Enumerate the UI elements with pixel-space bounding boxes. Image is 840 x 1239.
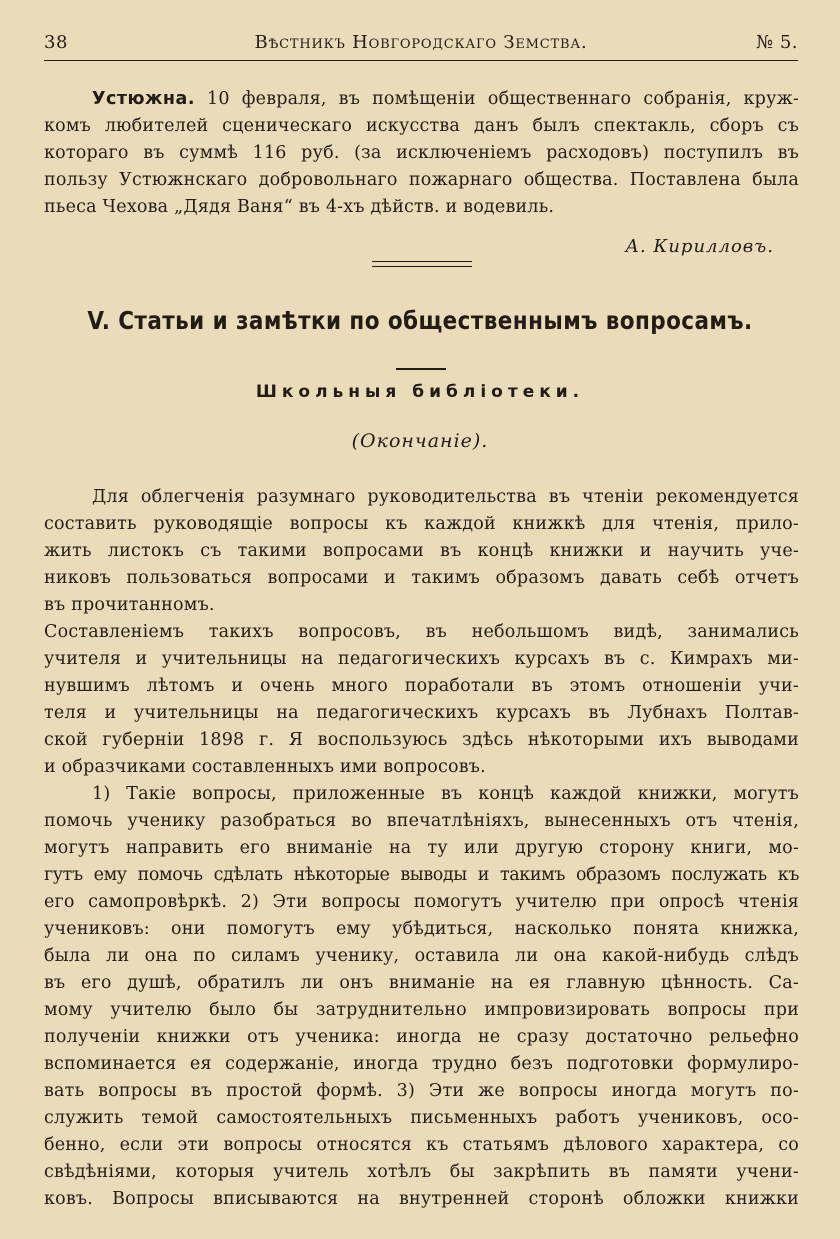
section-heading: V. Статьи и замѣтки по общественнымъ вопросамъ.: [87, 306, 753, 335]
article-line: вспоминается ея содержаніе, иногда трудно безъ подготовки формулиро-: [44, 1054, 799, 1074]
page-number: 38: [44, 32, 68, 53]
report-line: [44, 86, 799, 113]
article-line: учениковъ: они помогутъ ему убѣдиться, насколько понята книжка,: [44, 919, 799, 939]
article-line: и образчиками составленныхъ ими вопросовъ.: [44, 757, 486, 777]
report-line: комъ любителей сценическаго искусства данъ былъ спектакль, сборъ съ: [44, 116, 799, 136]
article-line: свѣдѣніями, которыя учитель хотѣлъ бы закрѣпить въ памяти учени-: [44, 1162, 799, 1182]
article-title: Школьныя библіотеки.: [255, 382, 585, 402]
article-line: никовъ пользоваться вопросами и такимъ образомъ давать себѣ отчетъ: [44, 568, 799, 588]
report-town: Устюжна.: [92, 89, 195, 109]
article-line: бенно, если эти вопросы относятся къ статьямъ дѣлового характера, со: [44, 1135, 799, 1155]
article-line: 1) Такіе вопросы, приложенные въ концѣ каждой книжки, могутъ: [92, 784, 799, 804]
article-subtitle: (Окончаніе).: [351, 430, 489, 452]
article-line: жить листокъ съ такими вопросами въ концѣ книжки и научить уче-: [44, 541, 799, 561]
article-line: нувшимъ лѣтомъ и очень много поработали въ этомъ отношеніи учи-: [44, 676, 799, 696]
running-head: [44, 30, 798, 60]
article-body: [44, 484, 799, 1213]
article-line: была ли она по силамъ ученику, оставила ли она какой-нибудь слѣдъ: [44, 946, 799, 966]
journal-title: Вѣстникъ Новгородскаго Земства.: [254, 32, 588, 53]
article-line: Для облегченія разумнаго руководительства въ чтеніи рекомендуется: [92, 487, 799, 507]
article-line: въ его душѣ, обратилъ ли онъ вниманіе на ея главную цѣнность. Са-: [44, 973, 799, 993]
report-line: котораго въ суммѣ 116 руб. (за исключеніемъ расходовъ) поступилъ въ: [44, 143, 799, 163]
article-line: Составленіемъ такихъ вопросовъ, въ небольшомъ видѣ, занимались: [44, 622, 799, 642]
article-line: полученіи книжки отъ ученика: иногда не сразу достаточно рельефно: [44, 1027, 799, 1047]
report-signature: А. Кирилловъ.: [625, 236, 774, 257]
header-rule: [44, 60, 798, 61]
report-line: пользу Устюжнскаго добровольнаго пожарнаго общества. Поставлена была: [44, 170, 799, 190]
report-line-rest: 10 февраля, въ помѣщеніи общественнаго собранія, круж-: [207, 89, 799, 109]
article-line: теля и учительницы на педагогическихъ курсахъ въ Лубнахъ Полтав-: [44, 703, 799, 723]
article-line: ковъ. Вопросы вписываются на внутренней сторонѣ обложки книжки: [44, 1189, 799, 1209]
article-line: его самопровѣркѣ. 2) Эти вопросы помогутъ учителю при опросѣ чтенія: [44, 892, 799, 912]
report-paragraph: [44, 86, 799, 221]
double-divider: [372, 261, 472, 267]
issue-number: № 5.: [756, 32, 798, 53]
article-line: составить руководящіе вопросы къ каждой книжкѣ для чтенія, прило-: [44, 514, 799, 534]
article-line: ской губерніи 1898 г. Я воспользуюсь здѣсь нѣкоторыми ихъ выводами: [44, 730, 799, 750]
article-line: служить темой самостоятельныхъ письменныхъ работъ учениковъ, осо-: [44, 1108, 799, 1128]
article-line: въ прочитанномъ.: [44, 595, 215, 615]
article-line: помочь ученику разобраться во впечатлѣніяхъ, вынесенныхъ отъ чтенія,: [44, 811, 799, 831]
article-line: мому учителю было бы затруднительно импровизировать вопросы при: [44, 1000, 799, 1020]
article-line: могутъ направить его вниманіе на ту или другую сторону книги, мо-: [44, 838, 799, 858]
article-line: вать вопросы въ простой формѣ. 3) Эти же вопросы иногда могутъ по-: [44, 1081, 799, 1101]
report-line: пьеса Чехова „Дядя Ваня“ въ 4-хъ дѣйств. и водевиль.: [44, 197, 555, 217]
section-divider: [396, 368, 446, 370]
article-line: гутъ ему помочь сдѣлать нѣкоторые выводы и такимъ образомъ послужать къ: [44, 865, 799, 885]
article-line: учителя и учительницы на педагогическихъ курсахъ въ с. Кимрахъ ми-: [44, 649, 799, 669]
